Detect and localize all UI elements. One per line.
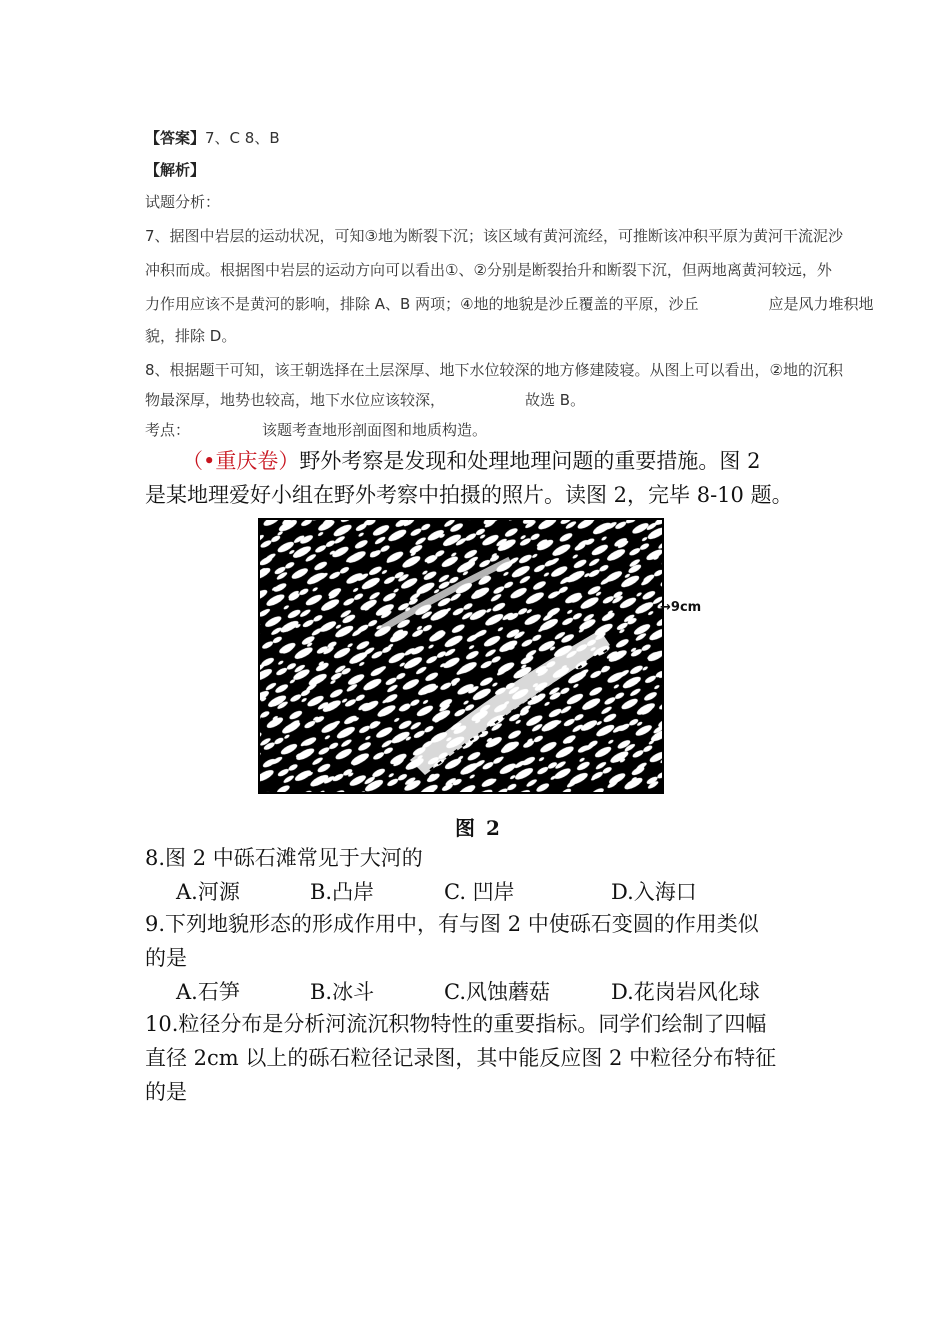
figure-caption: 图 2: [455, 816, 502, 840]
question-intro-line-1: （•重庆卷）野外考察是发现和处理地理问题的重要措施。图 2: [182, 449, 761, 473]
question-intro-line-2: 是某地理爱好小组在野外考察中拍摄的照片。读图 2，完毕 8-10 题。: [145, 483, 793, 507]
q7-line-2: 冲积而成。根据图中岩层的运动方向可以看出①、②分别是断裂抬升和断裂下沉，但两地离黄河较远，外: [145, 261, 832, 279]
gravel-photo-image: [260, 520, 662, 792]
q8-line-2: 物最深厚，地势也较高，地下水位应该较深， 故选 B。: [145, 391, 586, 409]
q9-option-c: C.风蚀蘑菇: [444, 980, 550, 1004]
photo-scale-marker: →9cm: [660, 600, 702, 615]
kaodian-line: 考点： 该题考查地形剖面图和地质构造。: [145, 421, 488, 439]
q9-stem-line-2: 的是: [145, 946, 187, 970]
q9-option-d: D.花岗岩风化球: [611, 980, 760, 1004]
q8-option-b: B.凸岸: [310, 880, 375, 904]
q10-stem-line-3: 的是: [145, 1080, 187, 1104]
q8-line-1: 8、根据题干可知，该王朝选择在土层深厚、地下水位较深的地方修建陵寝。从图上可以看出，②地的沉积: [145, 361, 843, 379]
question-source: （•重庆卷）: [182, 449, 300, 473]
gravel-photo: [258, 518, 664, 794]
q9-option-a: A.石笋: [176, 980, 240, 1004]
q7-line-4: 貌，排除 D。: [145, 327, 237, 345]
q10-stem-line-2: 直径 2cm 以上的砾石粒径记录图，其中能反应图 2 中粒径分布特征: [145, 1046, 777, 1070]
q8-option-d: D.入海口: [611, 880, 697, 904]
analysis-label: 【解析】: [145, 161, 206, 179]
q7-line-1: 7、据图中岩层的运动状况，可知③地为断裂下沉；该区域有黄河流经，可推断该冲积平原为黄河干流泥沙: [145, 227, 843, 245]
analysis-subtitle: 试题分析：: [145, 193, 221, 211]
q8-stem: 8.图 2 中砾石滩常见于大河的: [145, 846, 423, 870]
q9-stem-line-1: 9.下列地貌形态的形成作用中，有与图 2 中使砾石变圆的作用类似: [145, 912, 759, 936]
q7-line-3: 力作用应该不是黄河的影响，排除 A、B 两项；④地的地貌是沙丘覆盖的平原，沙丘 应是风力堆积地: [145, 295, 874, 313]
answer-line: 【答案】7、C 8、B: [145, 129, 280, 147]
q10-stem-line-1: 10.粒径分布是分析河流沉积物特性的重要指标。同学们绘制了四幅: [145, 1012, 767, 1036]
q9-option-b: B.冰斗: [310, 980, 375, 1004]
q8-option-a: A.河源: [176, 880, 240, 904]
q8-option-c: C. 凹岸: [444, 880, 515, 904]
